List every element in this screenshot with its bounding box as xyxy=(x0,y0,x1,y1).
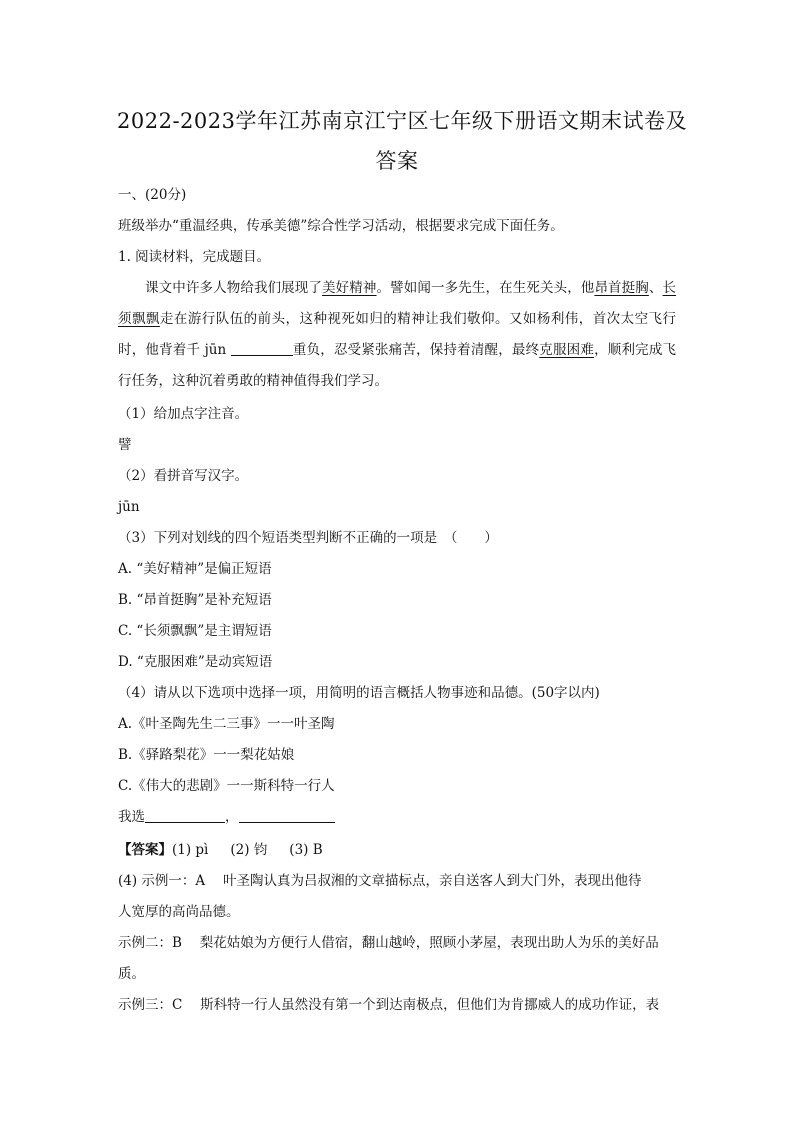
passage-text: 走在游行队伍的前头，这种视死如归的精神让我们敬仰。又如杨利伟，首次太空飞行时，他背着千 jūn xyxy=(118,311,677,358)
choose-comma: ， xyxy=(225,809,239,825)
activity-intro: 班级举办“重温经典，传承美德”综合性学习活动，根据要求完成下面任务。 xyxy=(118,218,564,234)
underlined-phrase-kefu: 克服困难 xyxy=(539,342,595,358)
document-title-line-1: 2022-2023学年江苏南京江宁区七年级下册语文期末试卷及 xyxy=(117,109,687,133)
underlined-phrase-meihao: 美好精神 xyxy=(322,280,377,296)
choice-blank[interactable] xyxy=(145,808,225,823)
passage-text: 重负，忍受紧张痛苦，保持着清醒，最终 xyxy=(292,342,540,358)
option-b: B. “昂首挺胸”是补充短语 xyxy=(118,592,272,608)
summary-blank[interactable] xyxy=(239,808,335,823)
example-1-line-2: 人宽厚的高尚品德。 xyxy=(118,904,240,920)
section-heading: 一、(20分) xyxy=(118,187,187,203)
target-pinyin: jūn xyxy=(118,499,140,515)
choice-c: C.《伟大的悲剧》一一斯科特一行人 xyxy=(118,778,335,794)
sub-question-3: （3）下列对划线的四个短语类型判断不正确的一项是 （ ） xyxy=(118,530,498,546)
passage-text: 课文中许多人物给我们展现了 xyxy=(145,280,323,296)
option-d: D. “克服困难”是动宾短语 xyxy=(118,654,273,670)
example-1-line-1: (4) 示例一：A 叶圣陶认真为吕叔湘的文章描标点，亲自送客人到大门外，表现出他待 xyxy=(118,873,642,889)
option-a: A. “美好精神”是偏正短语 xyxy=(118,561,272,577)
sub-question-2: （2）看拼音写汉字。 xyxy=(118,468,249,484)
option-c: C. “长须飘飘”是主谓短语 xyxy=(118,623,272,639)
underlined-phrase-angshou: 昂首挺胸 xyxy=(594,280,649,296)
question-1: 1. 阅读材料，完成题目。 xyxy=(118,249,271,265)
sub-question-4: （4）请从以下选项中选择一项，用简明的语言概括人物事迹和品德。(50字以内) xyxy=(118,685,600,701)
answer-3: (3) B xyxy=(289,842,323,858)
choice-a: A.《叶圣陶先生二三事》一一叶圣陶 xyxy=(118,716,335,732)
choose-label: 我选 xyxy=(118,809,145,825)
pinyin-blank[interactable] xyxy=(231,341,293,356)
underlined-phrase-changxu: 长须飘飘 xyxy=(118,280,677,327)
sub-question-1: （1）给加点字注音。 xyxy=(118,406,249,422)
passage-text: 。譬如闻一多先生，在生死关头，他 xyxy=(376,280,595,296)
example-2-line-1: 示例二：B 梨花姑娘为方便行人借宿，翻山越岭，照顾小茅屋，表现出助人为乐的美好品 xyxy=(118,935,659,951)
passage-text: ，顺利完成飞行任务，这种沉着勇敢的精神值得我们学习。 xyxy=(118,342,677,389)
target-character: 譬 xyxy=(118,437,132,453)
choice-answer-line xyxy=(118,807,335,827)
passage-text: 、 xyxy=(648,280,663,296)
example-2-line-2: 质。 xyxy=(118,966,145,982)
choice-b: B.《驿路梨花》一一梨花姑娘 xyxy=(118,747,295,763)
answer-line xyxy=(118,840,323,860)
answer-1: (1) pì xyxy=(172,842,209,858)
answer-2: (2) 钧 xyxy=(230,842,268,858)
document-title-line-2: 答案 xyxy=(375,149,419,173)
answer-label: 【答案】 xyxy=(118,842,172,858)
example-3-line-1: 示例三：C 斯科特一行人虽然没有第一个到达南极点，但他们为肯挪威人的成功作证，表 xyxy=(118,997,660,1013)
reading-passage xyxy=(118,273,676,397)
